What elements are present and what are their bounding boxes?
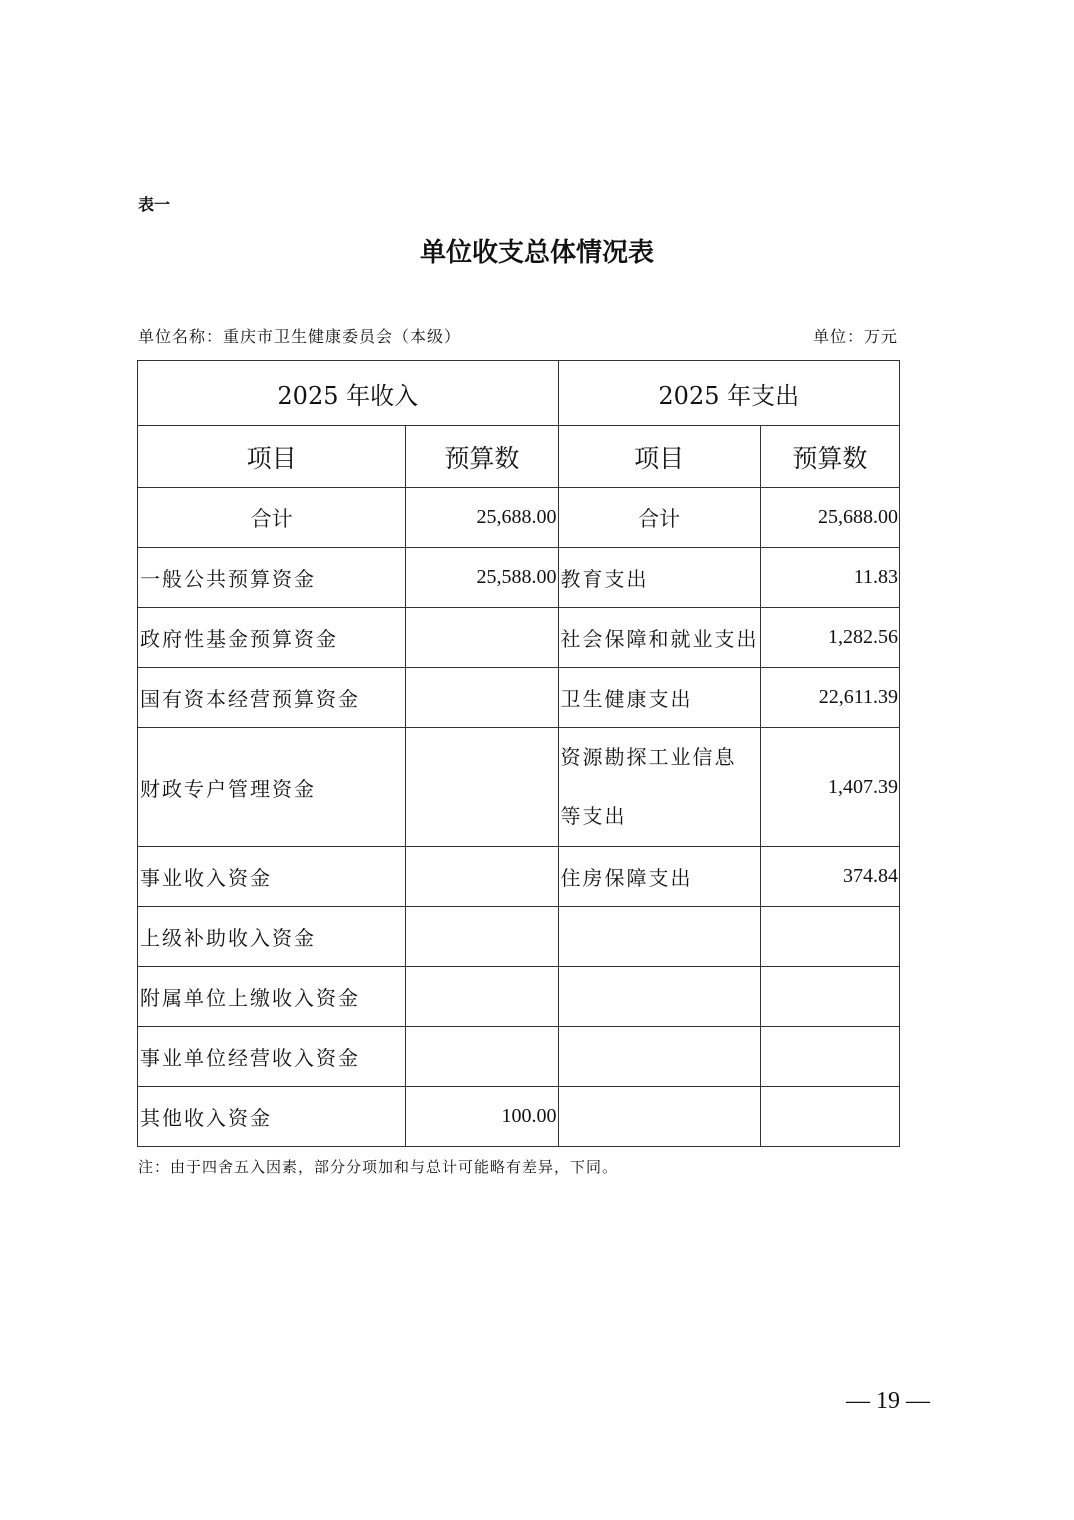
expense-item [558, 1087, 760, 1147]
expense-item [558, 907, 760, 967]
expense-amount [760, 1087, 899, 1147]
expense-amount: 1,407.39 [760, 728, 899, 847]
expense-item: 资源勘探工业信息等支出 [558, 728, 760, 847]
income-amount: 100.00 [406, 1087, 558, 1147]
expense-item: 卫生健康支出 [558, 668, 760, 728]
income-total-label: 合计 [138, 488, 406, 548]
table-row [138, 847, 900, 907]
table-label: 表一 [138, 195, 171, 214]
income-item: 国有资本经营预算资金 [138, 668, 406, 728]
expense-amount: 22,611.39 [760, 668, 899, 728]
table-row [138, 728, 900, 847]
income-item: 政府性基金预算资金 [138, 608, 406, 668]
income-amount: 25,588.00 [406, 548, 558, 608]
income-amount [406, 608, 558, 668]
income-item: 其他收入资金 [138, 1087, 406, 1147]
expense-amount-header: 预算数 [760, 426, 899, 488]
table-row [138, 1087, 900, 1147]
income-item: 附属单位上缴收入资金 [138, 967, 406, 1027]
income-section-header: 2025 年收入 [138, 361, 559, 426]
income-amount [406, 728, 558, 847]
table-row [138, 608, 900, 668]
income-item: 事业单位经营收入资金 [138, 1027, 406, 1087]
expense-section-header: 2025 年支出 [558, 361, 899, 426]
expense-total-label: 合计 [558, 488, 760, 548]
unit-label: 单位：万元 [812, 327, 898, 346]
income-item: 一般公共预算资金 [138, 548, 406, 608]
expense-amount [760, 967, 899, 1027]
expense-amount [760, 907, 899, 967]
expense-item: 社会保障和就业支出 [558, 608, 760, 668]
table-row [138, 907, 900, 967]
expense-item-header: 项目 [558, 426, 760, 488]
expense-amount: 1,282.56 [760, 608, 899, 668]
income-item: 事业收入资金 [138, 847, 406, 907]
income-amount [406, 668, 558, 728]
column-header-row [138, 426, 900, 488]
expense-item [558, 967, 760, 1027]
income-amount [406, 1027, 558, 1087]
expense-total-amount: 25,688.00 [760, 488, 899, 548]
section-header-row [138, 361, 900, 426]
income-item: 财政专户管理资金 [138, 728, 406, 847]
budget-table [137, 360, 900, 1147]
expense-item [558, 1027, 760, 1087]
expense-item: 教育支出 [558, 548, 760, 608]
expense-item: 住房保障支出 [558, 847, 760, 907]
income-total-amount: 25,688.00 [406, 488, 558, 548]
table-row [138, 548, 900, 608]
page-number: — 19 — [846, 1388, 930, 1414]
income-amount [406, 847, 558, 907]
table-row [138, 1027, 900, 1087]
expense-amount [760, 1027, 899, 1087]
income-item-header: 项目 [138, 426, 406, 488]
expense-amount: 11.83 [760, 548, 899, 608]
page-title: 单位收支总体情况表 [419, 238, 654, 268]
income-amount [406, 907, 558, 967]
table-row [138, 967, 900, 1027]
unit-name: 单位名称：重庆市卫生健康委员会（本级） [138, 327, 462, 346]
table-row [138, 668, 900, 728]
income-item: 上级补助收入资金 [138, 907, 406, 967]
total-row [138, 488, 900, 548]
expense-amount: 374.84 [760, 847, 899, 907]
footnote: 注：由于四舍五入因素，部分分项加和与总计可能略有差异，下同。 [138, 1158, 619, 1176]
income-amount-header: 预算数 [406, 426, 558, 488]
income-amount [406, 967, 558, 1027]
